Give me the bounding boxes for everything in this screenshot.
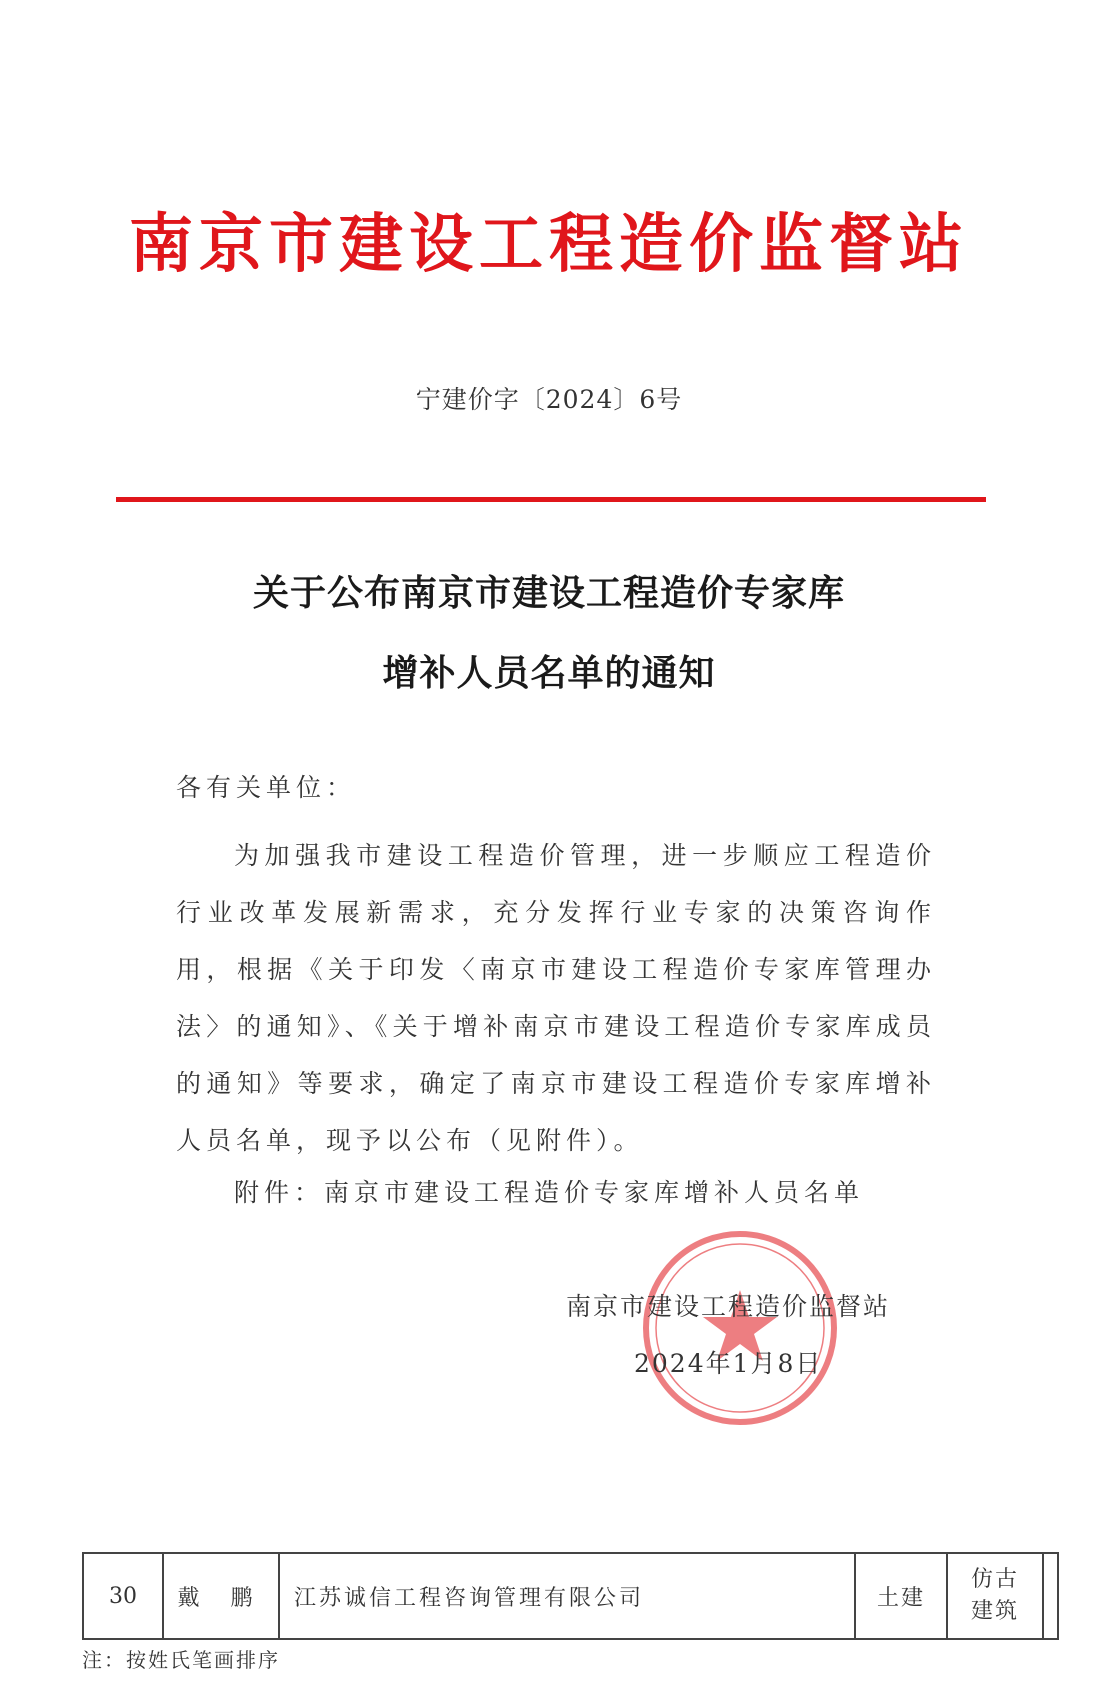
signature-organization: 南京市建设工程造价监督站 xyxy=(566,1292,891,1321)
salutation: 各有关单位： xyxy=(176,773,357,802)
red-divider xyxy=(116,497,986,502)
notice-title-line1: 关于公布南京市建设工程造价专家库 xyxy=(252,572,845,614)
cell-subspecialty xyxy=(948,1554,1044,1638)
cell-specialty: 土建 xyxy=(856,1554,948,1638)
table-note: 注：按姓氏笔画排序 xyxy=(82,1648,280,1672)
subspecialty-line2: 建筑 xyxy=(970,1599,1019,1624)
cell-name: 戴 鹏 xyxy=(164,1554,280,1638)
attachment-line: 附件：南京市建设工程造价专家库增补人员名单 xyxy=(234,1178,865,1207)
cell-extra xyxy=(1044,1554,1057,1638)
cell-index: 30 xyxy=(84,1554,164,1638)
signature-date: 2024年1月8日 xyxy=(634,1349,823,1378)
document-number: 宁建价字〔2024〕6号 xyxy=(415,385,683,414)
subspecialty-line1: 仿古 xyxy=(970,1567,1019,1592)
expert-table xyxy=(82,1552,1059,1640)
notice-title-line2: 增补人员名单的通知 xyxy=(382,652,716,694)
cell-company: 江苏诚信工程咨询管理有限公司 xyxy=(280,1554,856,1638)
body-paragraph: 为加强我市建设工程造价管理，进一步顺应工程造价行业改革发展新需求，充分发挥行业专家的决策咨询作用，根据《关于印发〈南京市建设工程造价专家库管理办法〉的通知》、《关于增补南京市建设工程造价专家库成员的通知》等要求，确定了南京市建设工程造价专家库增补人员名单，现予以公布（见附件）。 xyxy=(176,841,936,1155)
official-seal xyxy=(640,1228,840,1428)
header-organization: 南京市建设工程造价监督站 xyxy=(129,207,969,282)
